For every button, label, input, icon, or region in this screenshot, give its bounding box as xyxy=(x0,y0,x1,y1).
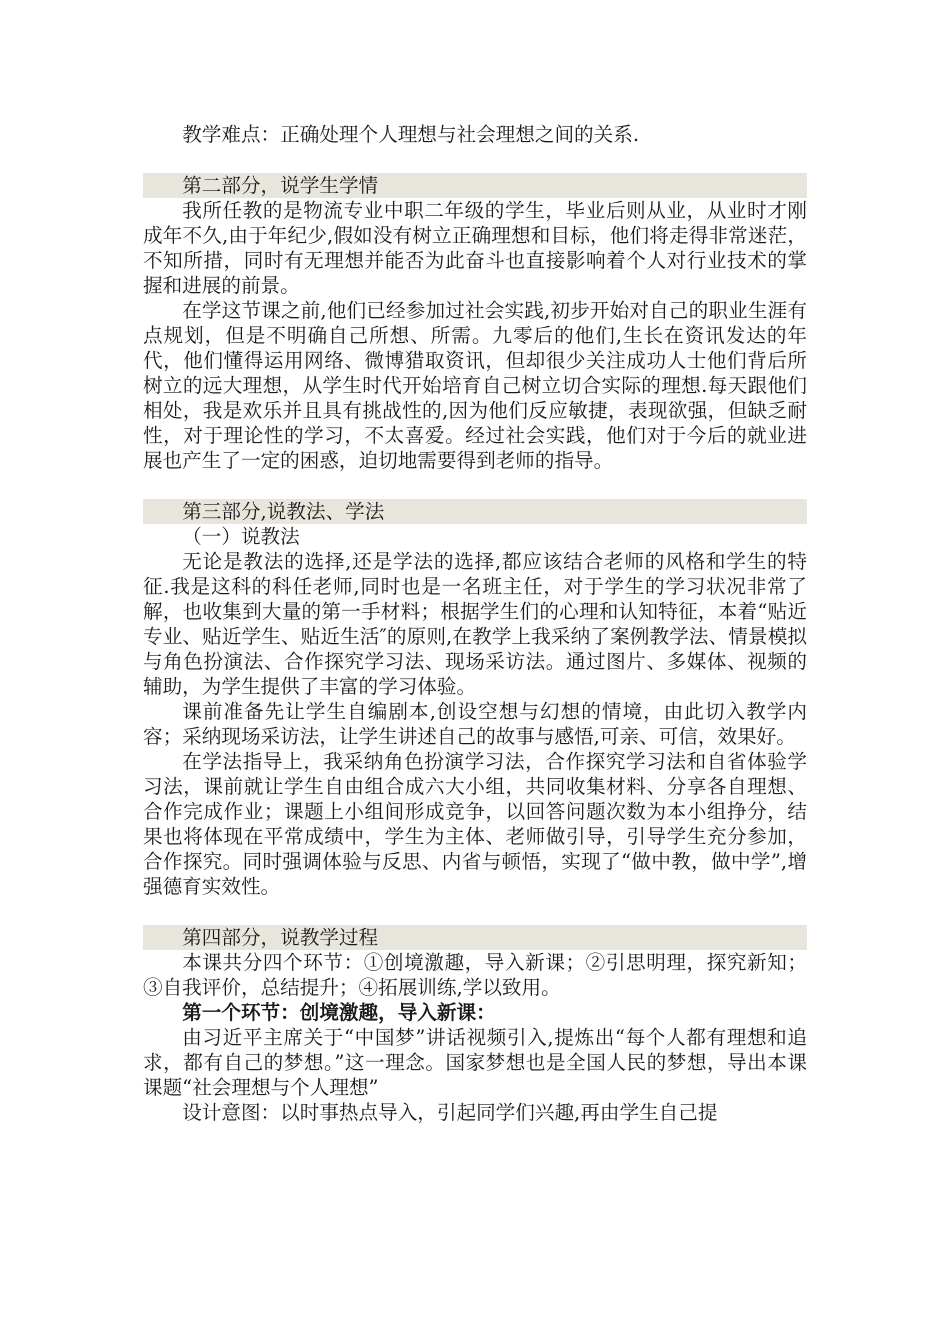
section-heading-part3: 第三部分,说教法、学法 xyxy=(143,499,807,524)
document-page xyxy=(143,122,807,1125)
subheading-step1: 第一个环节：创境激趣，导入新课： xyxy=(182,1001,496,1024)
teaching-difficulty: 教学难点：正确处理个人理想与社会理想之间的关系. xyxy=(182,123,640,146)
paragraph-students-1: 我所任教的是物流专业中职二年级的学生，毕业后则从业，从业时才刚成年不久,由于年纪少,假如没有树立正确理想和目标，他们将走得非常迷茫，不知所措，同时有无理想并能否为此奋斗也直接影响着个人对行业技术的掌握和进展的前景。 xyxy=(143,199,807,297)
subheading-teaching-method: （一）说教法 xyxy=(182,525,300,548)
section-heading-part4: 第四部分，说教学过程 xyxy=(143,925,807,950)
paragraph-process: 本课共分四个环节：①创境激趣，导入新课；②引思明理，探究新知；③自我评价，总结提升；④拓展训练,学以致用。 xyxy=(143,951,807,999)
paragraph-students-2: 在学这节课之前,他们已经参加过社会实践,初步开始对自己的职业生涯有点规划，但是不明确自己所想、所需。九零后的他们,生长在资讯发达的年代，他们懂得运用网络、微博猎取资讯，但却很少关注成功人士他们背后所树立的远大理想，从学生时代开始培育自己树立切合实际的理想.每天跟他们相处，我是欢乐并且具有挑战性的,因为他们反应敏捷，表现欲强，但缺乏耐性，对于理论性的学习，不太喜爱。经过社会实践，他们对于今后的就业进展也产生了一定的困惑，迫切地需要得到老师的指导。 xyxy=(143,299,807,472)
paragraph-step1-1: 由习近平主席关于“中国梦”讲话视频引入,提炼出“每个人都有理想和追求，都有自己的梦想。”这一理念。国家梦想也是全国人民的梦想，导出本课课题“社会理想与个人理想” xyxy=(143,1026,807,1099)
paragraph-step1-2: 设计意图：以时事热点导入，引起同学们兴趣,再由学生自己提 xyxy=(182,1101,718,1124)
paragraph-method-1: 无论是教法的选择,还是学法的选择,都应该结合老师的风格和学生的特征.我是这科的科任老师,同时也是一名班主任，对于学生的学习状况非常了解，也收集到大量的第一手材料；根据学生们的心理和认知特征，本着“贴近专业、贴近学生、贴近生活″的原则,在教学上我采纳了案例教学法、情景模拟与角色扮演法、合作探究学习法、现场采访法。通过图片、多媒体、视频的辅助，为学生提供了丰富的学习体验。 xyxy=(143,550,807,698)
paragraph-method-3: 在学法指导上，我采纳角色扮演学习法，合作探究学习法和自省体验学习法，课前就让学生自由组合成六大小组，共同收集材料、分享各自理想、合作完成作业；课题上小组间形成竞争，以回答问题次数为本小组挣分，结果也将体现在平常成绩中，学生为主体、老师做引导，引导学生充分参加，合作探究。同时强调体验与反思、内省与顿悟，实现了“做中教，做中学”,增强德育实效性。 xyxy=(143,750,807,898)
paragraph-method-2: 课前准备先让学生自编剧本,创设空想与幻想的情境，由此切入教学内容；采纳现场采访法，让学生讲述自己的故事与感悟,可亲、可信，效果好。 xyxy=(143,700,807,748)
section-heading-part2: 第二部分，说学生学情 xyxy=(143,173,807,198)
